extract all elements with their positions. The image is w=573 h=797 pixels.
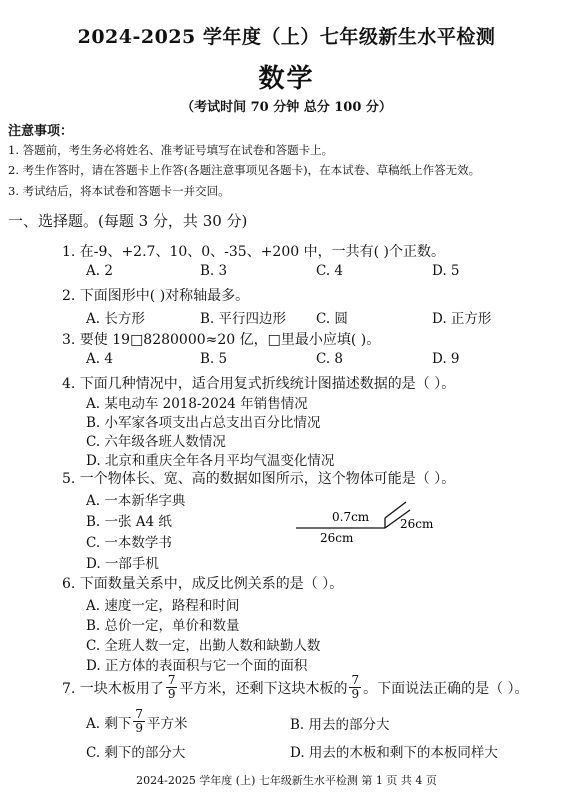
question-4-stem: 4. 下面几种情况中，适合用复式折线统计图描述数据的是（ ）。 [62, 376, 456, 392]
question-1-option-a: A. 2 [86, 263, 113, 279]
question-4-option-b: B. 小军家各项支出占总支出百分比情况 [86, 415, 321, 431]
question-5-option-b: B. 一张 A4 纸 [86, 514, 172, 530]
question-7-option-c: C. 剩下的部分大 [86, 745, 186, 761]
question-5-option-c: C. 一本数学书 [86, 535, 172, 551]
figure-height-label: 0.7cm [332, 510, 370, 524]
question-1-option-d: D. 5 [432, 263, 460, 279]
fraction-denominator: 9 [351, 687, 360, 701]
question-5-stem: 5. 一个物体长、宽、高的数据如图所示，这个物体可能是（ ）。 [62, 471, 456, 487]
question-6-option-a: A. 速度一定，路程和时间 [86, 598, 240, 614]
fraction [349, 674, 361, 701]
question-3-option-b: B. 5 [200, 351, 228, 367]
question-2-option-c: C. 圆 [316, 311, 348, 327]
fraction [133, 708, 145, 735]
question-7-stem-part: 。下面说法正确的是（ ）。 [363, 680, 529, 697]
question-6-option-c: C. 全班人数一定，出勤人数和缺勤人数 [86, 638, 321, 654]
question-3-option-d: D. 9 [432, 351, 460, 367]
object-dimension-figure [290, 494, 450, 544]
question-2-stem: 2. 下面图形中( )对称轴最多。 [62, 288, 250, 304]
question-3-option-a: A. 4 [86, 351, 113, 367]
note-item: 3. 考试结后，将本试卷和答题卡一并交回。 [8, 184, 230, 198]
question-5-option-d: D. 一部手机 [86, 556, 159, 572]
exam-title: 2024-2025 学年度（上）七年级新生水平检测 [77, 26, 496, 48]
fraction-denominator: 9 [167, 687, 176, 701]
option-text: 平方米 [146, 715, 188, 732]
question-6-option-d: D. 正方体的表面积与它一个面的面积 [86, 658, 308, 674]
option-text: A. 剩下 [86, 715, 132, 732]
question-7-stem-part: 7. 一块木板用了 [62, 680, 164, 697]
question-5-option-a: A. 一本新华字典 [86, 493, 186, 509]
question-2-option-a: A. 长方形 [86, 311, 145, 327]
page-footer: 2024-2025 学年度 (上) 七年级新生水平检测 第 1 页 共 4 页 [136, 774, 437, 787]
question-7-stem [62, 674, 529, 701]
exam-meta: （考试时间 70 分钟 总分 100 分） [181, 100, 392, 115]
fraction-denominator: 9 [135, 721, 143, 735]
question-7-option-d: D. 用去的木板和剩下的本板同样大 [290, 745, 498, 761]
question-4-option-c: C. 六年级各班人数情况 [86, 434, 226, 450]
question-4-option-a: A. 某电动车 2018-2024 年销售情况 [86, 396, 308, 412]
question-6-option-b: B. 总价一定，单价和数量 [86, 618, 240, 634]
question-3-option-c: C. 8 [316, 351, 344, 367]
fraction-numerator: 7 [135, 707, 143, 721]
notes-title: 注意事项： [8, 124, 74, 139]
question-4-option-d: D. 北京和重庆全年各月平均气温变化情况 [86, 453, 335, 469]
question-6-stem: 6. 下面数量关系中，成反比例关系的是（ ）。 [62, 576, 344, 592]
subject-title: 数学 [258, 64, 315, 94]
note-item: 2. 考生作答时，请在答题卡上作答(各题注意事项见各题卡)，在本试卷、草稿纸上作答无效。 [8, 163, 481, 177]
figure-length-label: 26cm [320, 531, 354, 544]
fraction [166, 674, 178, 701]
question-7-stem-part: 平方米，还剩下这块木板的 [179, 680, 348, 697]
question-1-stem: 1. 在-9、+2.7、10、0、-35、+200 中，一共有( )个正数。 [62, 244, 445, 260]
question-1-option-c: C. 4 [316, 263, 344, 279]
question-7-option-b: B. 用去的部分大 [290, 717, 390, 733]
question-3-stem: 3. 要使 19□8280000≈20 亿，□里最小应填( )。 [62, 332, 381, 348]
figure-width-label: 26cm [400, 517, 434, 531]
fraction-numerator: 7 [167, 673, 176, 687]
fraction-numerator: 7 [351, 673, 360, 687]
section-title: 一、选择题。(每题 3 分，共 30 分) [8, 212, 248, 230]
question-2-option-d: D. 正方形 [432, 311, 492, 327]
question-2-option-b: B. 平行四边形 [200, 311, 287, 327]
question-1-option-b: B. 3 [200, 263, 228, 279]
note-item: 1. 答题前，考生务必将姓名、准考证号填写在试卷和答题卡上。 [8, 143, 334, 157]
question-7-option-a [86, 708, 187, 735]
